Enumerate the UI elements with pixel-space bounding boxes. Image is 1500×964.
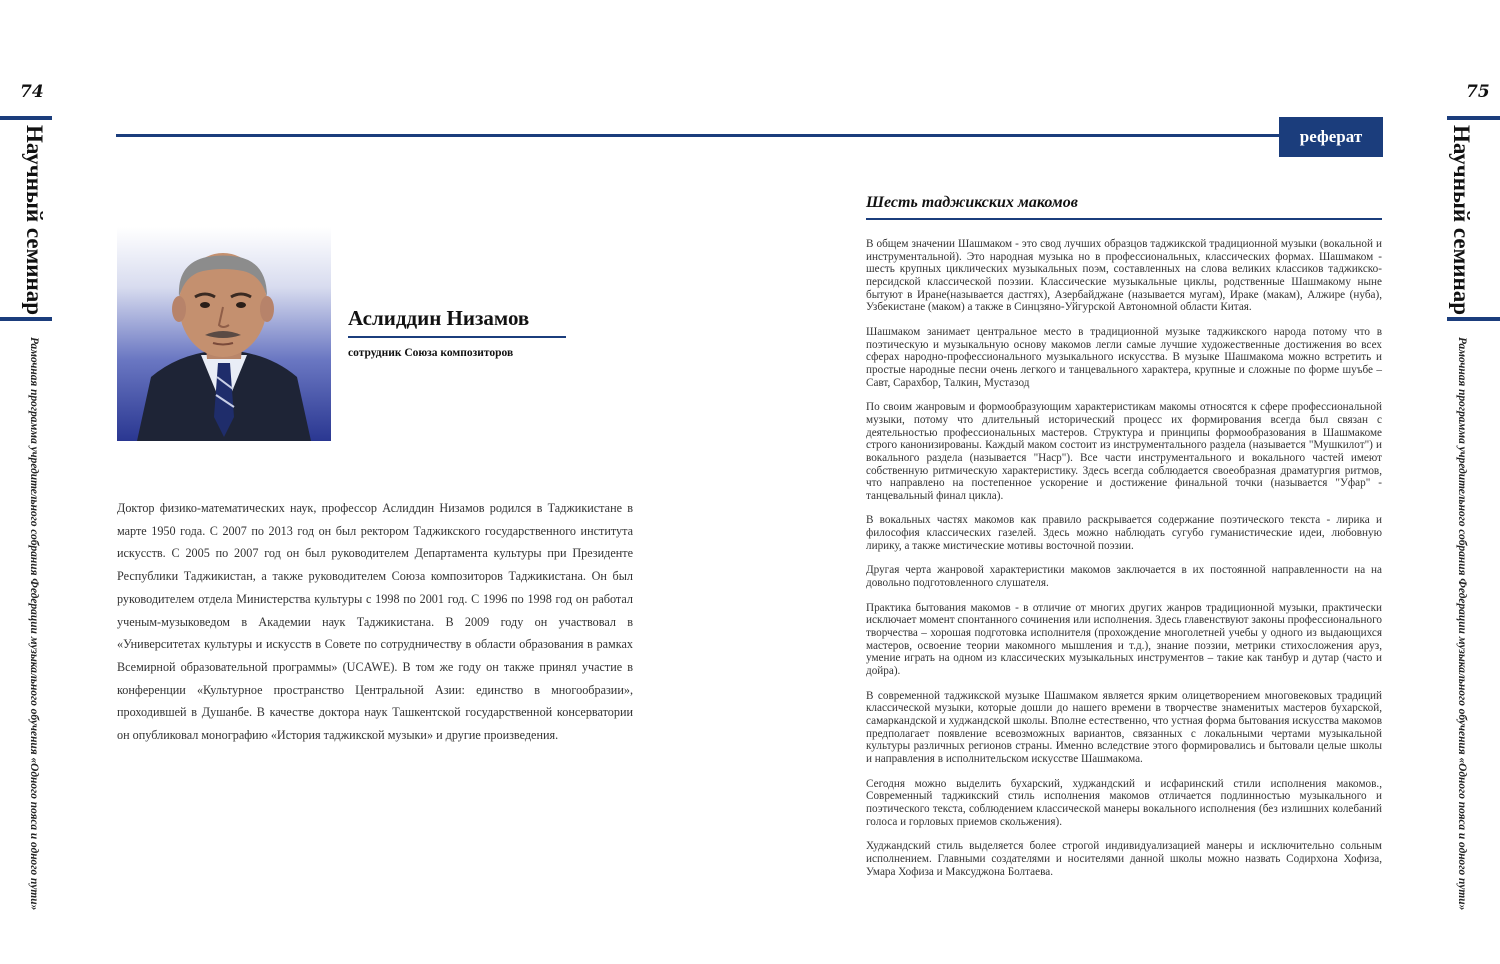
author-role: сотрудник Союза композиторов — [348, 347, 514, 359]
article-paragraph: Шашмаком занимает центральное место в традиционной музыке таджикского народа потому что в поэтическую и музыкальную основу макомов легли самые лучшие художественные достижения во всех сферах народно-профессионального музыкального искусства. В музыке Шашмакома можно встретить и простые народные песни очень легкого и танцевального характера, крупные и сложные по форме шуъбе – Савт, Сарахбор, Талкин, Мустазод — [866, 325, 1382, 389]
article-paragraph: В общем значении Шашмаком - это свод лучших образцов таджикской традиционной музыки (вокальной и инструментальной). Это народная музыка но в профессиональных, классических формах. Шашмаком - шесть крупных циклических музыкальных поэм, составленных на слова великих классиков таджикско-персидской классической поэзии. Классические музыкальные циклы, родственные Шашмакому ныне бытуют в Иране(называется дастгях), Азербайджане (называется мугам), Ираке (макам), Алжире (нуба), Узбекистане (маком) а также в Синцзяно-Уйгурской Автономной области Китая. — [866, 238, 1382, 314]
article-paragraph: По своим жанровым и формообразующим характеристикам макомы относятся к сфере профессиональной музыки, потому что длительный исторический процесс их формирования всегда был связан с деятельностью профессиональных мастеров. Структура и принципы формообразования в Шашмакоме строго канонизированы. Каждый маком состоит из инструментального раздела (называется "Мушкилот") и вокального раздела (называется "Наср"). Все части инструментального и вокального частей имеют собственную ритмическую характеристику. Здесь всегда соблюдается своеобразная драматургия ритмов, что направлено на постепенное ускорение и достижение финальной точки (называется "Уфар" - танцевальный финал цикла). — [866, 401, 1382, 502]
author-bio: Доктор физико-математических наук, профессор Аслиддин Низамов родился в Таджикистане в марте 1950 года. С 2007 по 2013 год он был ректором Таджикского государственного института искусств. С 2005 по 2007 год он был руководителем Департамента культуры при Президенте Республики Таджикистан, а также руководителем Союза композиторов Таджикистана. Он был руководителем отдела Министерства культуры с 1998 по 2001 год. С 1996 по 1998 год он работал ученым-музыковедом в Академии наук Таджикистана. В 2009 году он участвовал в «Университетах культуры и искусств в Совете по сотрудничеству в области образования в рамках Всемирной образовательной программы» (UCAWE). В том же году он также принял участие в конференции «Культурное пространство Центральной Азии: единство в многообразии», проходившей в Душанбе. В качестве доктора наук Ташкентской государственной консерватории он опубликовал монографию «История таджикской музыки» и другие произведения. — [117, 501, 633, 743]
header-rule — [116, 134, 1382, 137]
left-edge-bar-bottom — [0, 317, 52, 321]
article-paragraph: Другая черта жанровой характеристики макомов заключается в их постоянной направленности на на довольно подготовленного слушателя. — [866, 564, 1382, 590]
right-section-title: Научный семинар — [1449, 125, 1474, 316]
article-title-underline — [866, 218, 1382, 220]
author-photo — [117, 227, 331, 441]
article-body — [866, 238, 1382, 890]
author-name-underline — [348, 336, 566, 338]
article-title: Шесть таджикских макомов — [866, 194, 1078, 211]
right-edge-bar-top — [1447, 116, 1500, 120]
right-page-number: 75 — [1466, 82, 1490, 102]
author-portrait-illustration — [117, 227, 331, 441]
article-paragraph: В современной таджикской музыке Шашмаком является ярким олицетворением многовековых традиций классической музыки, которые дошли до нашего времени в творчестве знаменитых мастеров бухарской, самаркандской и худжандской школы. Вполне естественно, что устная форма бытования искусства макомов предполагает появление всевозможных вариантов, связанных с локальными чертами музыкальной культуры различных регионов страны. Именно вследствие этого формировались и бытовали целые школы и направления в исполнительском искусстве Шашмакома. — [866, 689, 1382, 765]
right-series-text: Рамочная программа учредительного собрания Федерации музыкального обучения «Одного пояса и одного пути» — [1456, 337, 1468, 911]
article-paragraph: Сегодня можно выделить бухарский, худжандский и исфаринский стили исполнения макомов., Современный таджикский стиль исполнения макомов отличается подлинностью музыкального и поэтического текста, соблюдением классической манеры вокального исполнения (без излишних колебаний голоса и горловых приемов скольжения). — [866, 777, 1382, 828]
left-page-number: 74 — [20, 82, 44, 102]
section-tag: реферат — [1279, 117, 1383, 157]
left-series-text: Рамочная программа учредительного собрания Федерации музыкального обучения «Одного пояса и одного пути» — [28, 337, 40, 911]
left-edge-bar-top — [0, 116, 52, 120]
right-edge-bar-bottom — [1447, 317, 1500, 321]
article-paragraph: Худжандский стиль выделяется более строгой индивидуализацией манеры и исключительно сольным исполнением. Главными создателями и носителями данной школы можно назвать Содирхона Хофиза, Умара Хофиза и Максуджона Болтаева. — [866, 840, 1382, 878]
author-name: Аслиддин Низамов — [348, 306, 530, 330]
article-paragraph: В вокальных частях макомов как правило раскрывается содержание поэтического текста - лирика и философия классических газелей. Здесь можно наблюдать сугубо гуманистические идеи, любовную лирику, а также мистические мотивы восточной поэзии. — [866, 514, 1382, 552]
left-section-title: Научный семинар — [22, 125, 47, 316]
article-paragraph: Практика бытования макомов - в отличие от многих других жанров традиционной музыки, практически исключает момент спонтанного сочинения или исполнения. Здесь главенствуют законы профессионального творчества – хорошая подготовка исполнителя (прохождение многолетней учебы у одного из выдающихся мастеров, освоение теории макомного мышления и т.д.), знание поэзии, метрики стихосложения аруз, умение играть на одном из классических музыкальных инструментов – такие как танбур и дутар (часто и дойра). — [866, 601, 1382, 678]
